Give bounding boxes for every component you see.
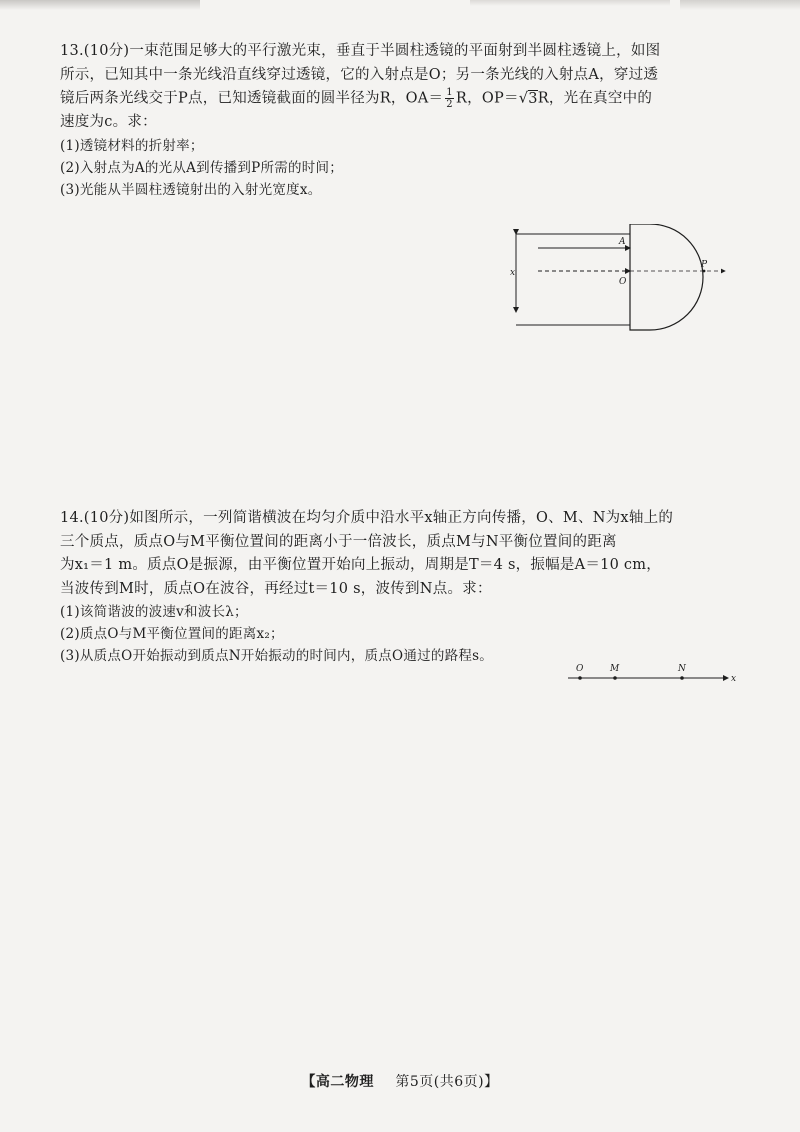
axis-label-o: O [576, 664, 584, 674]
problem-13-line-3 [60, 87, 730, 111]
axis-label-m: M [610, 664, 620, 674]
problem-13-line-1: 13.(10分)一束范围足够大的平行激光束，垂直于半圆柱透镜的平面射到半圆柱透镜上，如图 [60, 43, 661, 59]
wave-axis-diagram [560, 660, 740, 690]
point-label-p: P [701, 260, 708, 270]
problem-14-question-2: (2)质点O与M平衡位置间的距离x₂； [60, 626, 284, 642]
half-cylinder-lens [630, 224, 703, 330]
problem-14-question-1: (1)该简谐波的波速v和波长λ； [60, 604, 248, 620]
problem-14-line-3: 为x₁＝1 m。质点O是振源，由平衡位置开始向上振动，周期是T＝4 s，振幅是A＝10 cm， [60, 557, 662, 573]
problem-13-line-2: 所示，已知其中一条光线沿直线穿过透镜，它的入射点是O；另一条光线的入射点A，穿过透 [60, 66, 659, 83]
fraction-denominator: 2 [446, 99, 453, 110]
point-o-marker [578, 676, 582, 680]
problem-13-line-3-text-b: R，OP＝ [455, 90, 519, 107]
point-p-marker [703, 270, 706, 273]
sqrt-sign: √ [518, 90, 529, 107]
problem-13-question-3: (3)光能从半圆柱透镜射出的入射光宽度x。 [60, 181, 322, 198]
fraction-numerator: 1 [446, 87, 453, 98]
scan-edge-shadow [680, 0, 800, 10]
sqrt-radicand: 3 [528, 90, 538, 107]
half-cylinder-lens-diagram [500, 224, 730, 336]
problem-13-question-2: (2)入射点为A的光从A到传播到P所需的时间； [60, 159, 343, 176]
problem-14 [60, 507, 730, 667]
point-m-marker [613, 676, 617, 680]
problem-14-question-3: (3)从质点O开始振动到质点N开始振动的时间内，质点O通过的路程s。 [60, 648, 493, 664]
problem-14-line-2: 三个质点，质点O与M平衡位置间的距离小于一倍波长，质点M与N平衡位置间的距离 [60, 533, 617, 550]
scan-edge-shadow [0, 0, 200, 10]
point-label-a: A [619, 237, 626, 247]
fraction-one-half [445, 87, 454, 110]
problem-13 [60, 40, 730, 201]
scan-edge-shadow [470, 0, 670, 6]
problem-14-line-4: 当波传到M时，质点O在波谷，再经过t＝10 s，波传到N点。求： [60, 580, 492, 597]
axis-label-x: x [731, 674, 737, 684]
problem-13-line-3-text: 镜后两条光线交于P点，已知透镜截面的圆半径为R，OA＝ [60, 90, 444, 107]
footer-page-number: 第5页(共6页)】 [395, 1074, 499, 1090]
point-n-marker [680, 676, 684, 680]
problem-14-line-1: 14.(10分)如图所示，一列简谐横波在均匀介质中沿水平x轴正方向传播，O、M、N为x轴上的 [60, 510, 674, 526]
width-label-x: x [510, 268, 516, 278]
footer-subject: 【高二物理 [301, 1074, 374, 1090]
page-footer [0, 1071, 800, 1091]
problem-13-question-1: (1)透镜材料的折射率； [60, 137, 204, 154]
axis-label-n: N [678, 664, 686, 674]
point-label-o: O [619, 277, 627, 287]
problem-13-line-3-text-c: R，光在真空中的 [537, 90, 653, 107]
problem-13-line-4: 速度为c。求： [60, 114, 157, 130]
